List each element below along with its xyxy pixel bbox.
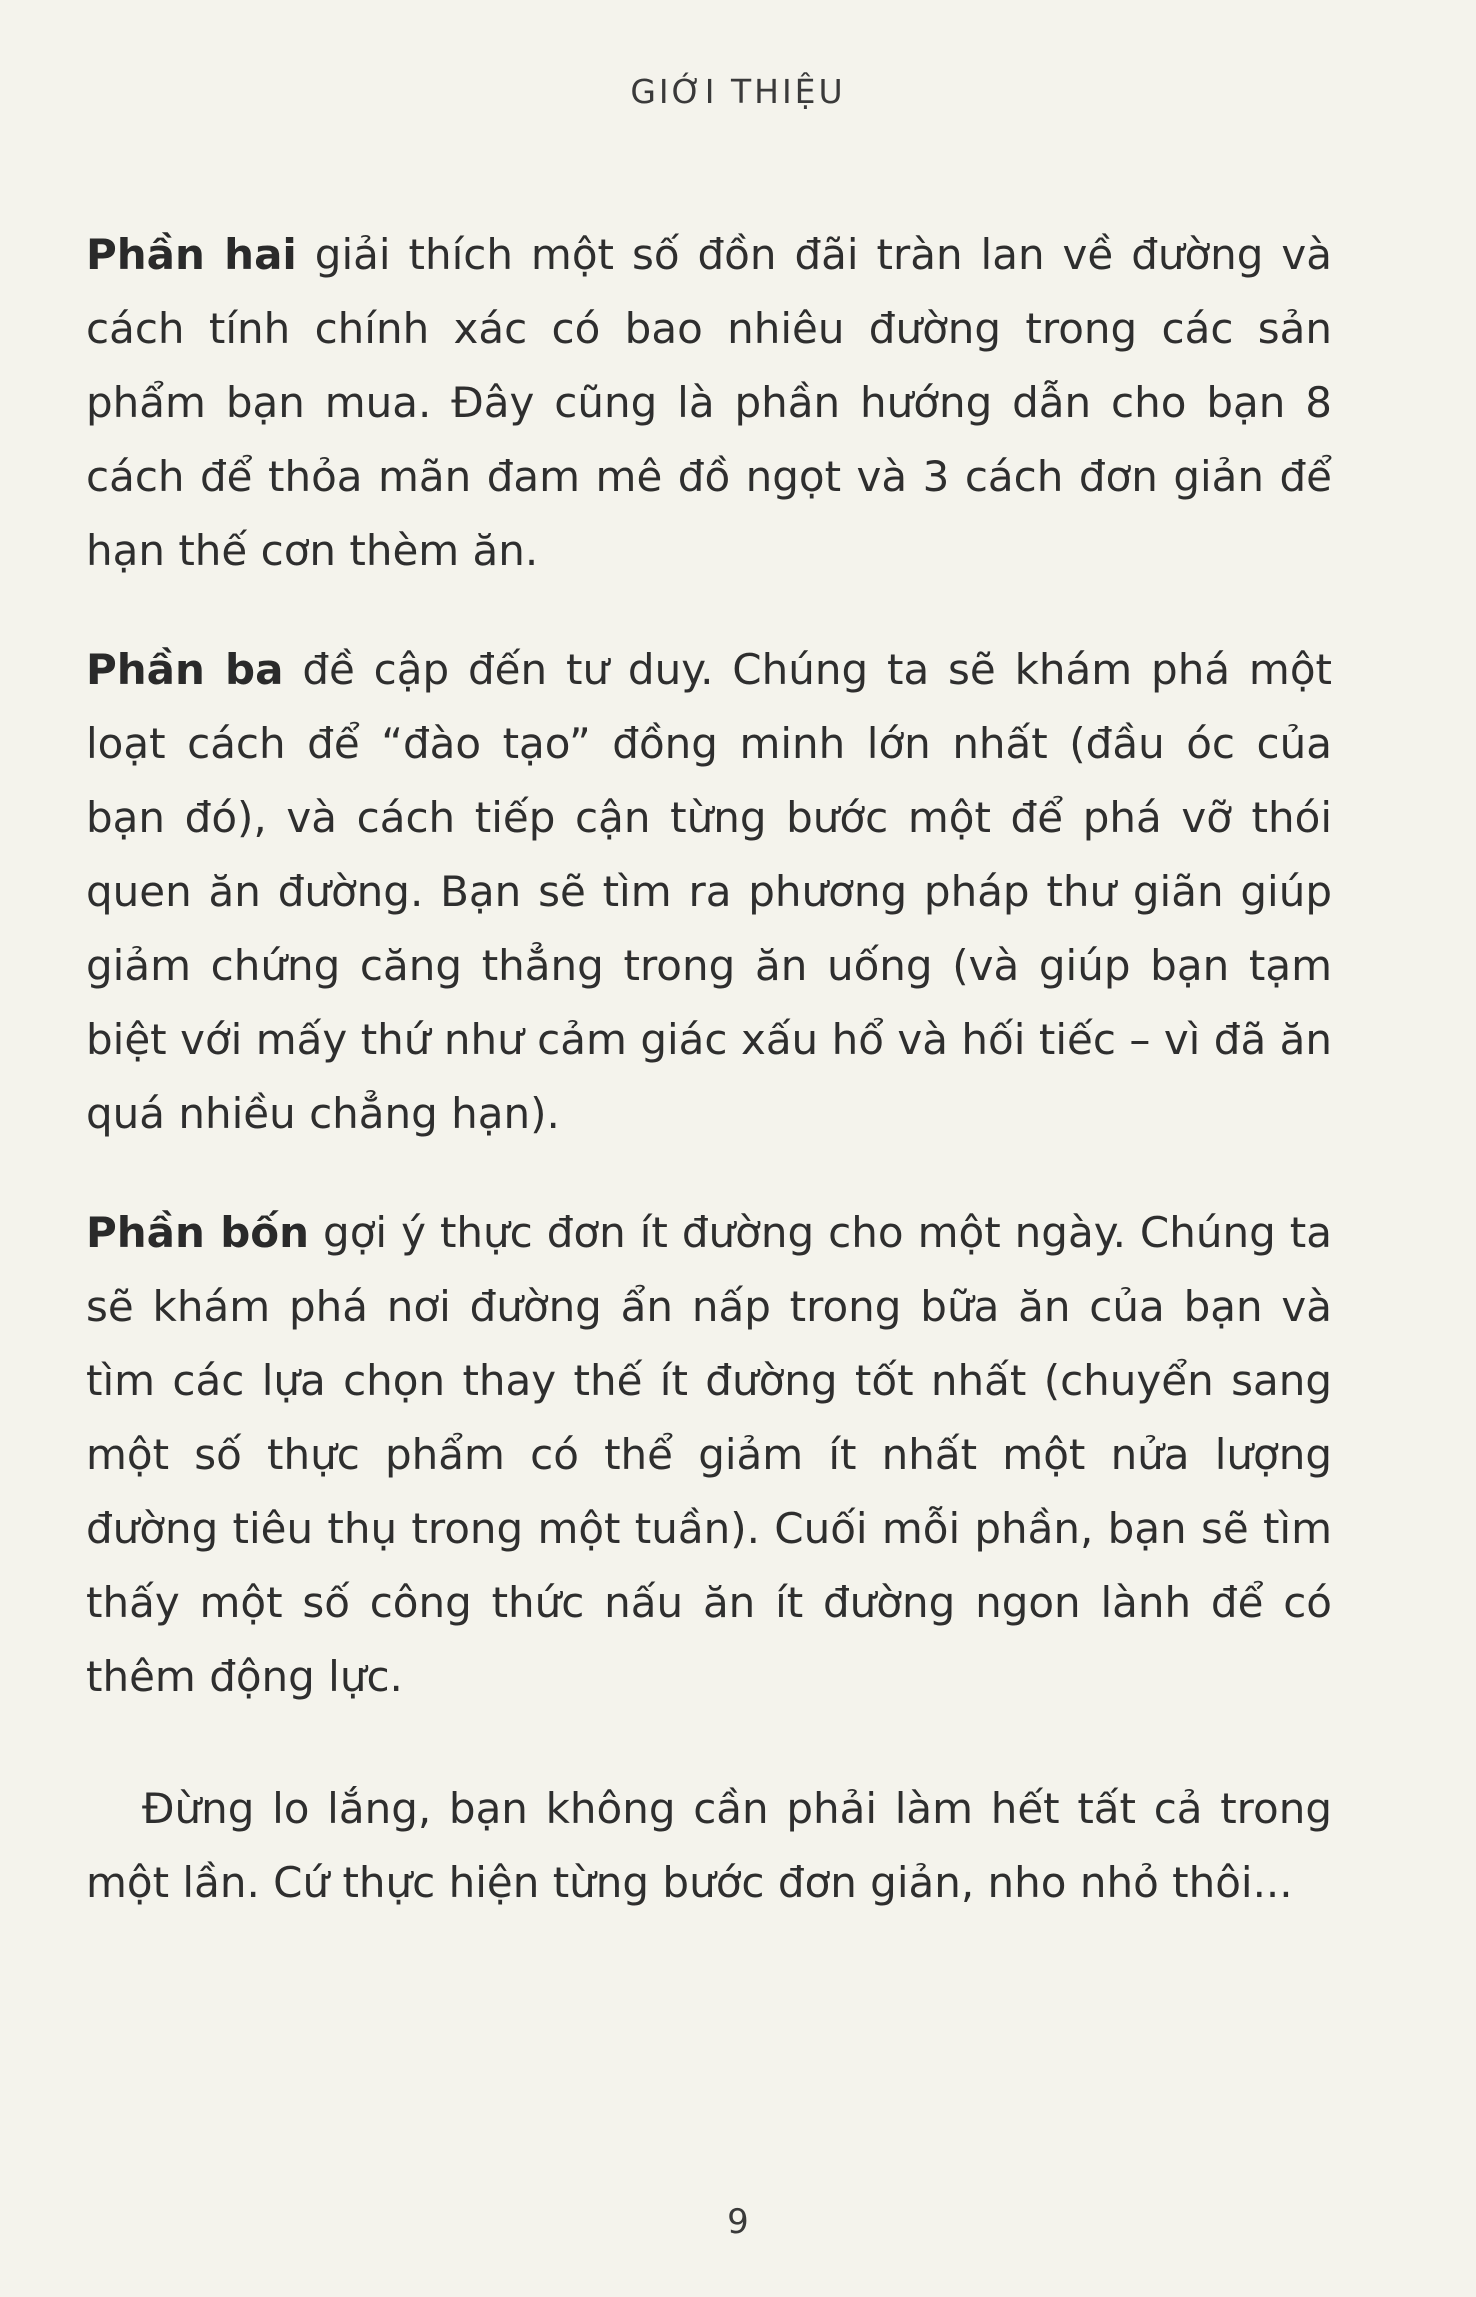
paragraph-lead: Phần hai	[86, 230, 297, 279]
page-number: 9	[727, 2202, 749, 2242]
paragraph-part-three	[86, 633, 1332, 1151]
paragraph-part-four	[86, 1196, 1332, 1714]
paragraph-part-two	[86, 218, 1332, 588]
paragraph-closing: Đừng lo lắng, bạn không cần phải làm hết tất cả trong một lần. Cứ thực hiện từng bước đơn giản, nho nhỏ thôi...	[86, 1784, 1332, 1907]
paragraph-body: gợi ý thực đơn ít đường cho một ngày. Chúng ta sẽ khám phá nơi đường ẩn nấp trong bữa ăn của bạn và tìm các lựa chọn thay thế ít đường tốt nhất (chuyển sang một số thực phẩm có thể giảm ít nhất một nửa lượng đường tiêu thụ trong một tuần). Cuối mỗi phần, bạn sẽ tìm thấy một số công thức nấu ăn ít đường ngon lành để có thêm động lực.	[86, 1208, 1332, 1701]
paragraph-body: đề cập đến tư duy. Chúng ta sẽ khám phá một loạt cách để “đào tạo” đồng minh lớn nhất (đầu óc của bạn đó), và cách tiếp cận từng bước một để phá vỡ thói quen ăn đường. Bạn sẽ tìm ra phương pháp thư giãn giúp giảm chứng căng thẳng trong ăn uống (và giúp bạn tạm biệt với mấy thứ như cảm giác xấu hổ và hối tiếc – vì đã ăn quá nhiều chẳng hạn).	[86, 645, 1333, 1138]
running-header: GIỚI THIỆU	[630, 72, 846, 111]
paragraph-body: giải thích một số đồn đãi tràn lan về đường và cách tính chính xác có bao nhiêu đường trong các sản phẩm bạn mua. Đây cũng là phần hướng dẫn cho bạn 8 cách để thỏa mãn đam mê đồ ngọt và 3 cách đơn giản để hạn thế cơn thèm ăn.	[86, 230, 1333, 575]
body-text	[86, 218, 1332, 1965]
paragraph-lead: Phần ba	[86, 645, 284, 694]
paragraph-lead: Phần bốn	[86, 1208, 310, 1257]
